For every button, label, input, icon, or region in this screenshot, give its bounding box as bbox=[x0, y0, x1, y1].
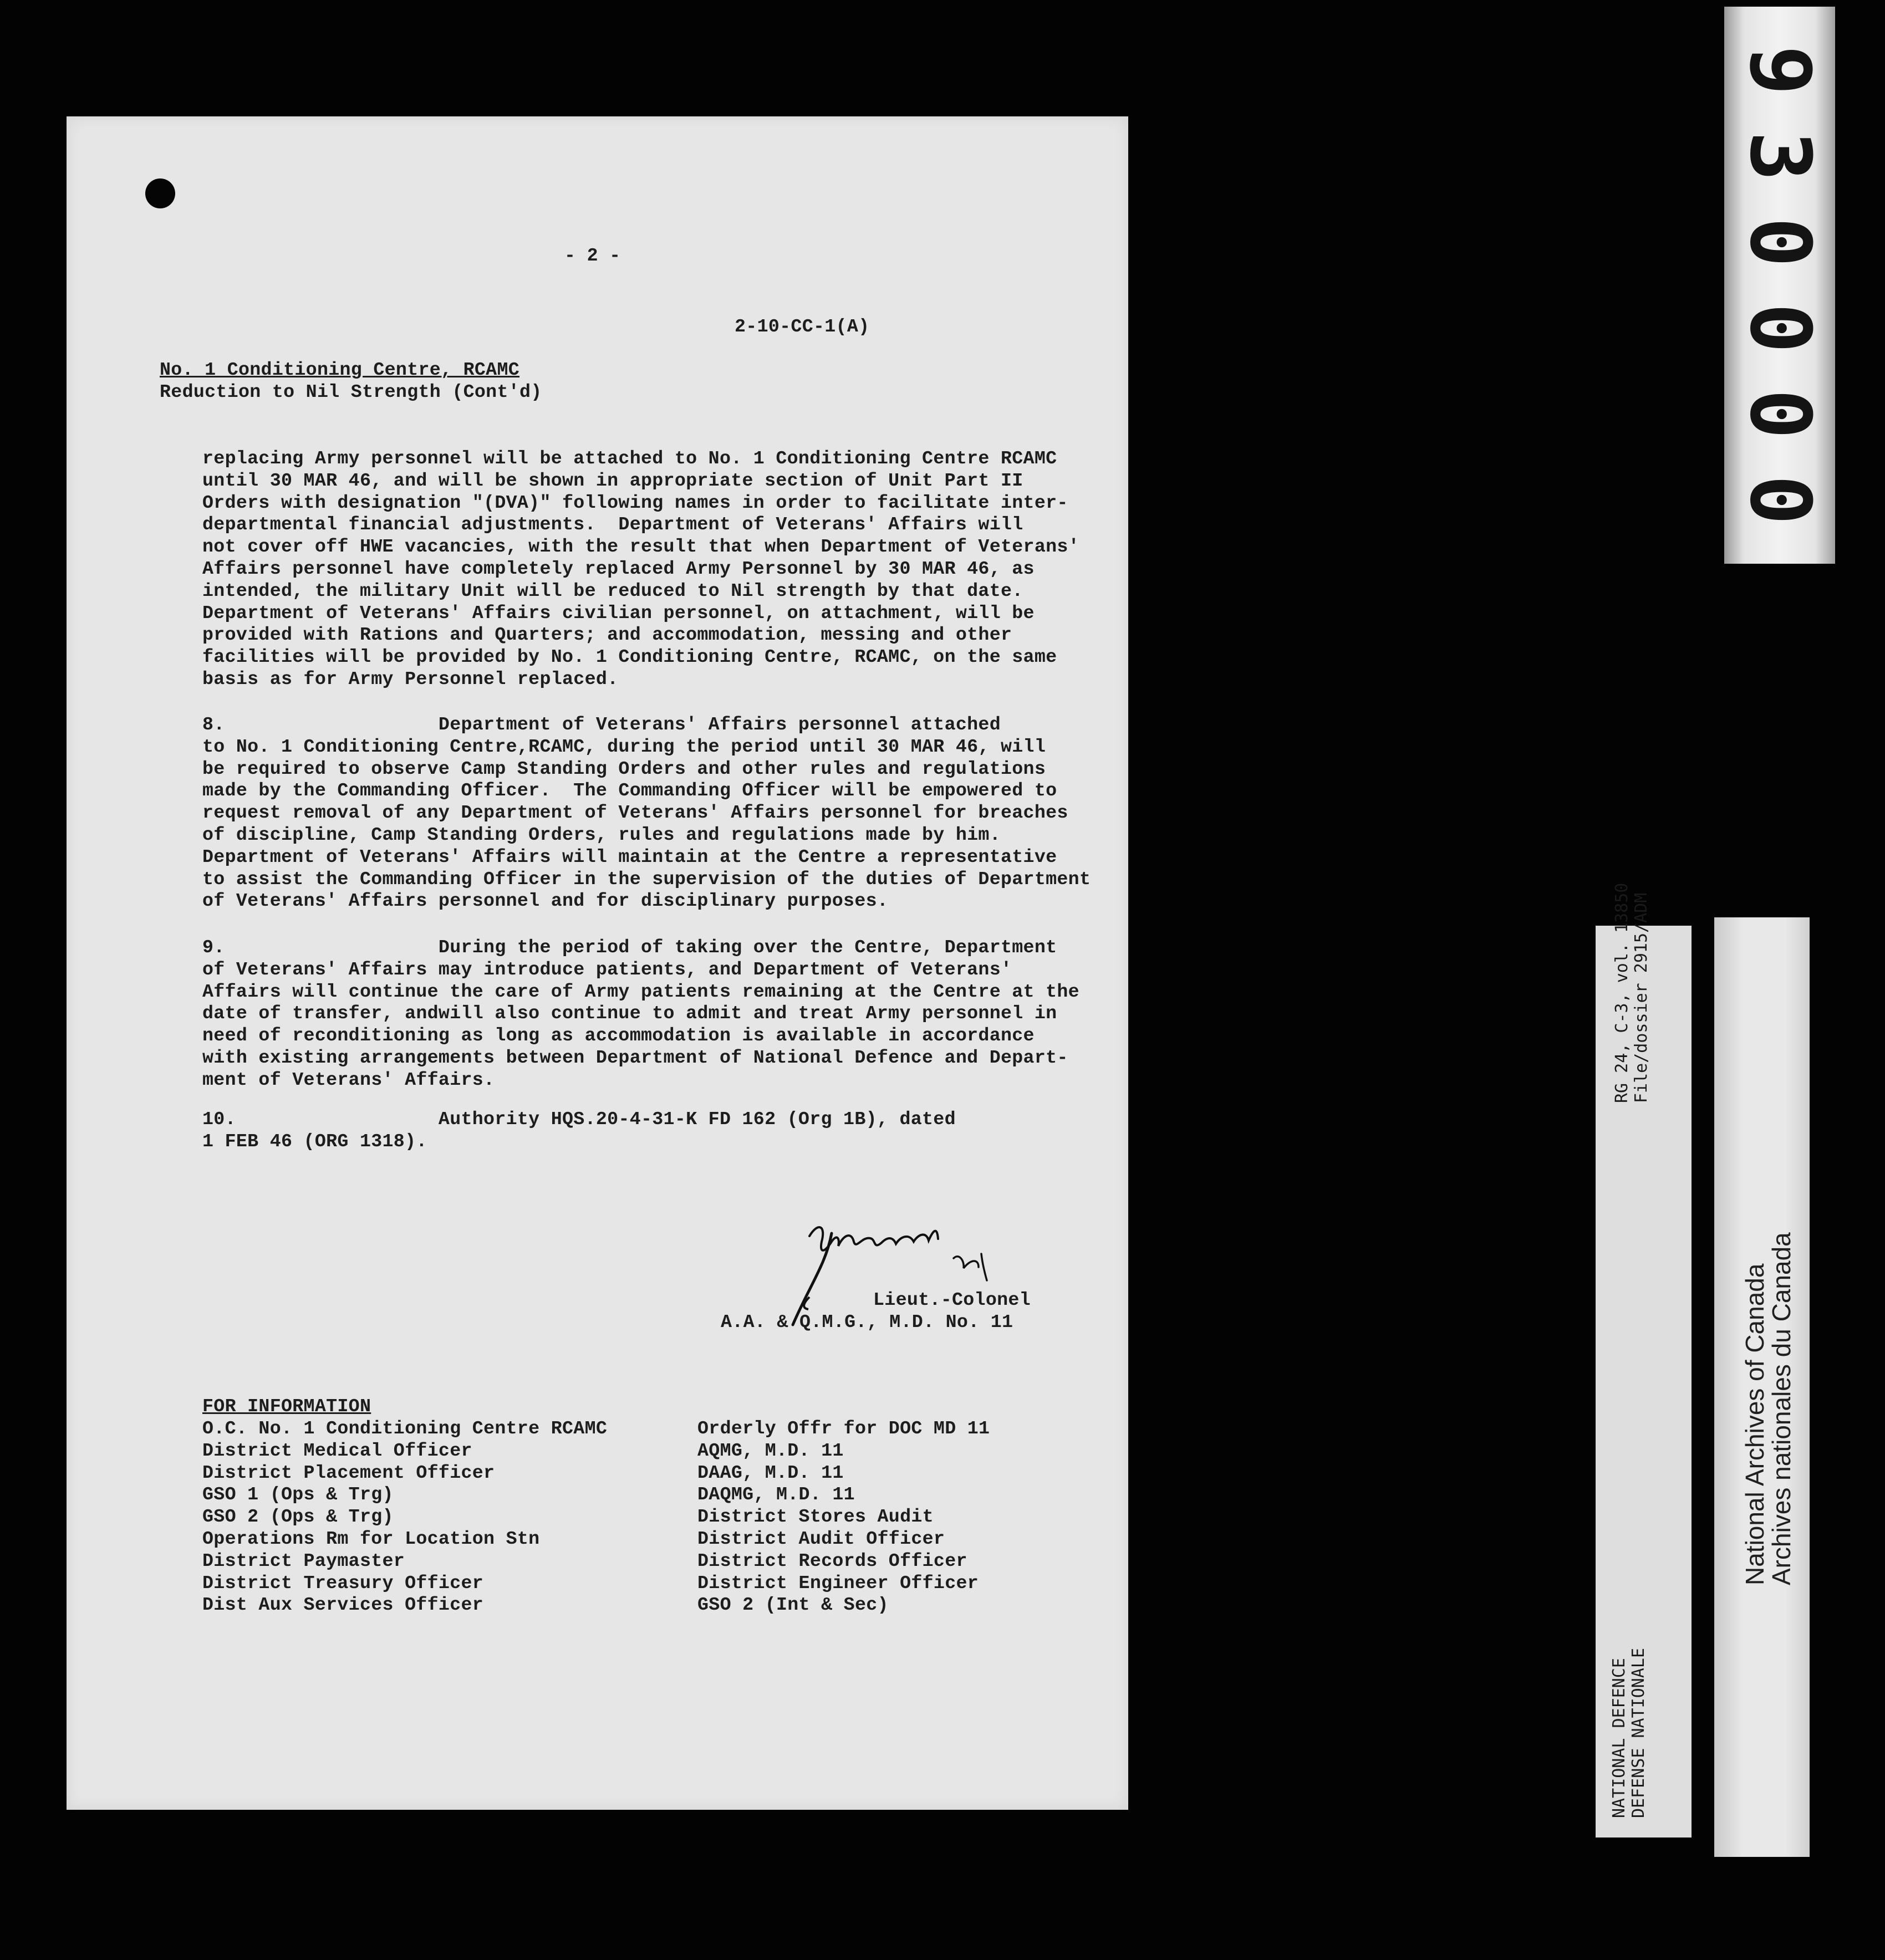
paragraph-line: of discipline, Camp Standing Orders, rules and regulations made by him. bbox=[202, 824, 1001, 845]
subject-line-1: No. 1 Conditioning Centre, RCAMC bbox=[160, 359, 520, 380]
archive-reference-line-2: File/dossier 2915/ADM bbox=[1632, 892, 1651, 1103]
frame-digit: 0 bbox=[1731, 217, 1828, 268]
distribution-item: DAQMG, M.D. 11 bbox=[697, 1484, 855, 1505]
distribution-item: District Medical Officer bbox=[202, 1440, 472, 1461]
paragraph-line: departmental financial adjustments. Department of Veterans' Affairs will bbox=[202, 514, 1023, 535]
paragraph-line: 8. Department of Veterans' Affairs personnel attached bbox=[202, 714, 1001, 735]
frame-digit: 3 bbox=[1731, 131, 1828, 182]
punch-hole bbox=[145, 178, 175, 208]
distribution-item: District Treasury Officer bbox=[202, 1572, 484, 1594]
paragraph-line: replacing Army personnel will be attached to No. 1 Conditioning Centre RCAMC bbox=[202, 448, 1057, 469]
paragraph-line: 10. Authority HQS.20-4-31-K FD 162 (Org 1B), dated bbox=[202, 1109, 956, 1130]
frame-digit: 0 bbox=[1731, 303, 1828, 354]
distribution-item: DAAG, M.D. 11 bbox=[697, 1462, 844, 1483]
distribution-item: Operations Rm for Location Stn bbox=[202, 1528, 540, 1549]
signatory-title: Lieut.-Colonel bbox=[873, 1289, 1031, 1310]
distribution-item: O.C. No. 1 Conditioning Centre RCAMC bbox=[202, 1418, 608, 1439]
paragraph-line: with existing arrangements between Department of National Defence and Depart- bbox=[202, 1047, 1068, 1068]
paragraph-line: Department of Veterans' Affairs will maintain at the Centre a representative bbox=[202, 846, 1057, 867]
subject-line-2: Reduction to Nil Strength (Cont'd) bbox=[160, 381, 542, 402]
paragraph-line: facilities will be provided by No. 1 Conditioning Centre, RCAMC, on the same bbox=[202, 646, 1057, 668]
distribution-item: District Stores Audit bbox=[697, 1506, 934, 1528]
paragraph-line: Affairs will continue the care of Army patients remaining at the Centre at the bbox=[202, 981, 1079, 1002]
distribution-item: District Audit Officer bbox=[697, 1528, 945, 1549]
national-archives-line-1: National Archives of Canada bbox=[1740, 1263, 1769, 1585]
paragraph-line: be required to observe Camp Standing Orders and other rules and regulations bbox=[202, 758, 1046, 779]
frame-digit: 9 bbox=[1731, 45, 1828, 96]
distribution-item: District Records Officer bbox=[697, 1550, 967, 1571]
frame-number-stamp bbox=[1724, 7, 1835, 564]
frame-digit: 0 bbox=[1731, 474, 1828, 525]
paragraph-line: date of transfer, andwill also continue to admit and treat Army personnel in bbox=[202, 1003, 1057, 1024]
paragraph-line: basis as for Army Personnel replaced. bbox=[202, 668, 619, 690]
frame-digit: 0 bbox=[1731, 389, 1828, 440]
archive-reference-line-1: RG 24, C-3, vol. 13850 bbox=[1612, 882, 1632, 1103]
paragraph-line: provided with Rations and Quarters; and accommodation, messing and other bbox=[202, 624, 1012, 646]
distribution-item: GSO 2 (Int & Sec) bbox=[697, 1594, 889, 1616]
paragraph-line: need of reconditioning as long as accommodation is available in accordance bbox=[202, 1025, 1035, 1047]
paragraph-line: Department of Veterans' Affairs civilian personnel, on attachment, will be bbox=[202, 602, 1035, 624]
paragraph-line: to No. 1 Conditioning Centre,RCAMC, during the period until 30 MAR 46, will bbox=[202, 736, 1046, 757]
paragraph-line: intended, the military Unit will be reduced to Nil strength by that date. bbox=[202, 580, 1023, 601]
paragraph-line: of Veterans' Affairs may introduce patients, and Department of Veterans' bbox=[202, 958, 1012, 980]
distribution-item: Orderly Offr for DOC MD 11 bbox=[697, 1418, 990, 1439]
paragraph-line: until 30 MAR 46, and will be shown in appropriate section of Unit Part II bbox=[202, 469, 1023, 491]
distribution-item: District Engineer Officer bbox=[697, 1572, 979, 1594]
paragraph-line: Orders with designation "(DVA)" following names in order to facilitate inter- bbox=[202, 492, 1068, 513]
paragraph-line: to assist the Commanding Officer in the supervision of the duties of Department bbox=[202, 868, 1091, 890]
paragraph-line: not cover off HWE vacancies, with the result that when Department of Veterans' bbox=[202, 536, 1079, 558]
distribution-item: GSO 1 (Ops & Trg) bbox=[202, 1484, 394, 1505]
file-reference: 2-10-CC-1(A) bbox=[735, 316, 870, 337]
paragraph-line: made by the Commanding Officer. The Commanding Officer will be empowered to bbox=[202, 780, 1057, 802]
page-number: - 2 - bbox=[564, 245, 621, 266]
distribution-item: GSO 2 (Ops & Trg) bbox=[202, 1506, 394, 1528]
paragraph-line: Affairs personnel have completely replaced Army Personnel by 30 MAR 46, as bbox=[202, 558, 1035, 579]
paragraph-line: 9. During the period of taking over the Centre, Department bbox=[202, 937, 1057, 958]
signatory-office: A.A. & Q.M.G., M.D. No. 11 bbox=[721, 1311, 1013, 1333]
for-information-heading: FOR INFORMATION bbox=[202, 1396, 371, 1417]
paragraph-line: of Veterans' Affairs personnel and for disciplinary purposes. bbox=[202, 890, 889, 912]
distribution-item: District Paymaster bbox=[202, 1550, 405, 1571]
paragraph-line: ment of Veterans' Affairs. bbox=[202, 1069, 495, 1090]
distribution-item: AQMG, M.D. 11 bbox=[697, 1440, 844, 1461]
department-line-2: DEFENSE NATIONALE bbox=[1629, 1647, 1648, 1818]
paragraph-line: request removal of any Department of Veterans' Affairs personnel for breaches bbox=[202, 802, 1068, 824]
paragraph-line: 1 FEB 46 (ORG 1318). bbox=[202, 1130, 427, 1152]
distribution-item: District Placement Officer bbox=[202, 1462, 495, 1483]
national-archives-line-2: Archives nationales du Canada bbox=[1767, 1232, 1796, 1585]
department-line-1: NATIONAL DEFENCE bbox=[1609, 1658, 1629, 1818]
distribution-item: Dist Aux Services Officer bbox=[202, 1594, 484, 1616]
